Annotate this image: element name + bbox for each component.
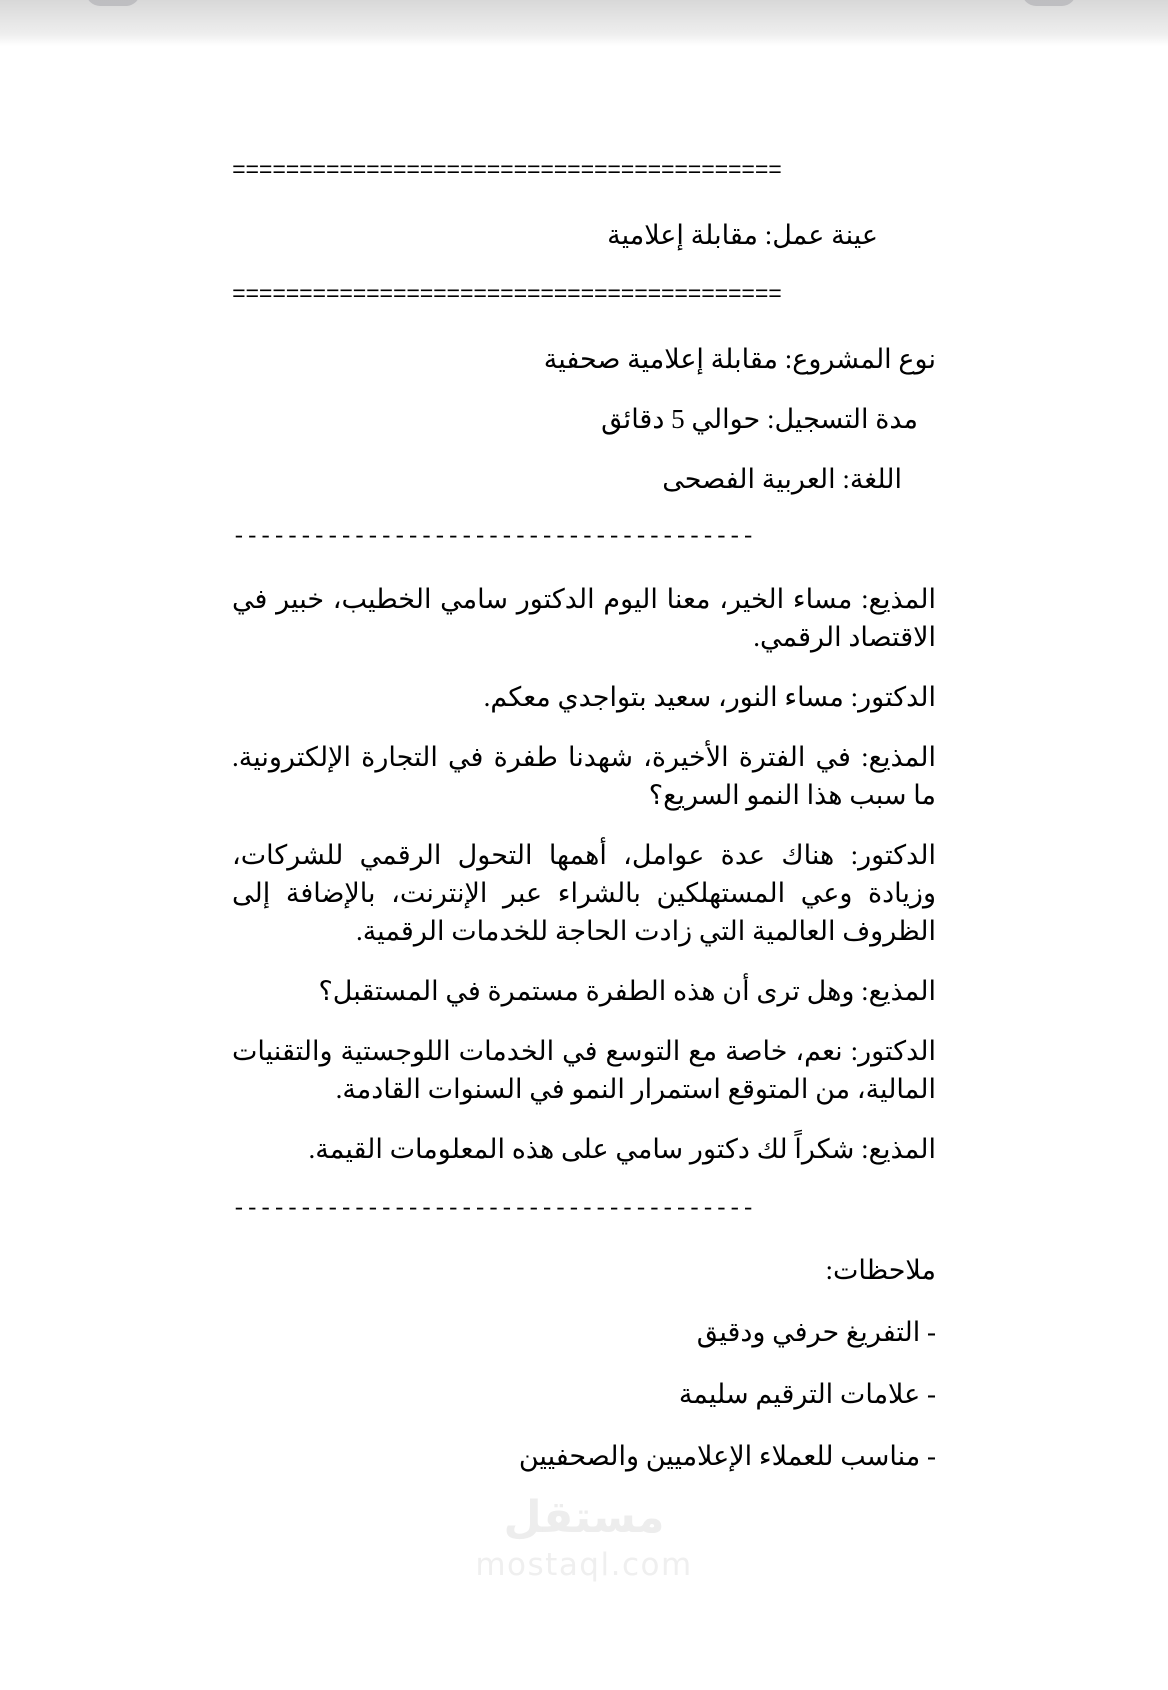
viewer-top-nub-right [1022, 0, 1076, 6]
watermark-arabic-logo: مستقل [503, 1492, 665, 1543]
transcript-line-5: المذيع: وهل ترى أن هذه الطفرة مستمرة في المستقبل؟ [318, 976, 936, 1006]
meta-recording-duration: مدة التسجيل: حوالي 5 دقائق [601, 404, 918, 434]
separator-equals-bottom: ========================================= [232, 282, 782, 308]
mostaql-watermark [0, 1494, 1168, 1582]
document-body [232, 158, 936, 1500]
document-page [0, 46, 1168, 1690]
separator-dashes-bottom: --------------------------------------- [232, 1196, 755, 1222]
transcript-line-6: الدكتور: نعم، خاصة مع التوسع في الخدمات اللوجستية والتقنيات المالية، من المتوقع استمرار النمو في السنوات القادمة. [232, 1036, 936, 1104]
meta-language: اللغة: العربية الفصحى [662, 464, 902, 494]
separator-equals-top: ========================================= [232, 158, 782, 184]
notes-heading: ملاحظات: [825, 1255, 936, 1285]
separator-dashes-top: --------------------------------------- [232, 524, 755, 550]
transcript-line-1: المذيع: مساء الخير، معنا اليوم الدكتور سامي الخطيب، خبير في الاقتصاد الرقمي. [232, 584, 936, 652]
meta-project-type: نوع المشروع: مقابلة إعلامية صحفية [543, 344, 936, 374]
viewer-top-nub-left [86, 0, 140, 6]
transcript-line-4: الدكتور: هناك عدة عوامل، أهمها التحول الرقمي للشركات، وزيادة وعي المستهلكين بالشراء عبر الإنترنت، بالإضافة إلى الظروف العالمية التي زادت الحاجة للخدمات الرقمية. [232, 840, 936, 946]
transcript-line-7: المذيع: شكراً لك دكتور سامي على هذه المعلومات القيمة. [308, 1134, 936, 1164]
note-item-2: - علامات الترقيم سليمة [678, 1379, 936, 1409]
note-item-1: - التفريغ حرفي ودقيق [696, 1317, 936, 1347]
transcript-line-3: المذيع: في الفترة الأخيرة، شهدنا طفرة في التجارة الإلكترونية. ما سبب هذا النمو السريع؟ [232, 742, 936, 810]
document-title: عينة عمل: مقابلة إعلامية [607, 220, 878, 250]
watermark-domain-text: mostaql.com [475, 1547, 693, 1583]
transcript-line-2: الدكتور: مساء النور، سعيد بتواجدي معكم. [483, 682, 936, 712]
note-item-3: - مناسب للعملاء الإعلاميين والصحفيين [518, 1441, 936, 1471]
